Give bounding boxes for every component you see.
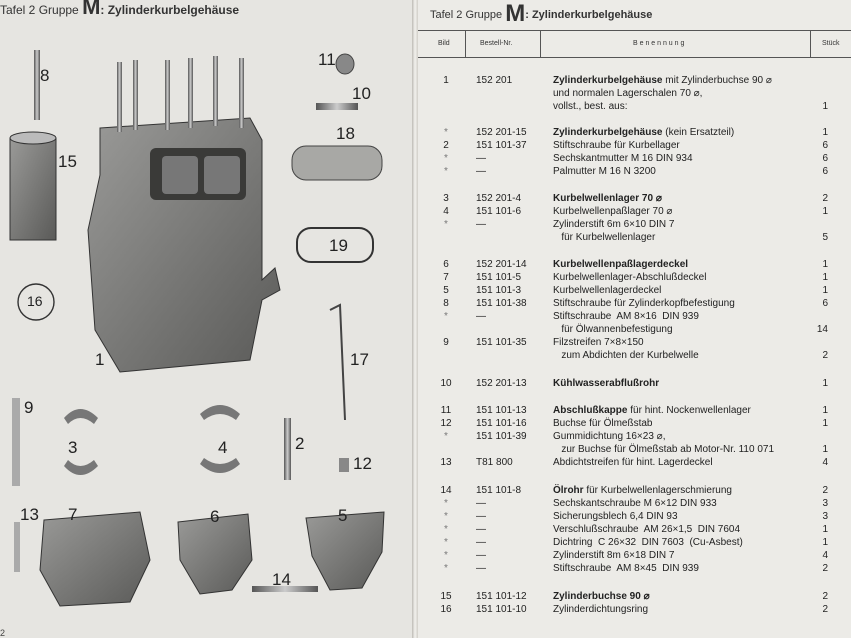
part-description: Kurbelwellenlagerdeckel: [553, 285, 662, 296]
table-row: [418, 511, 851, 524]
bild-cell: 16: [440, 604, 452, 615]
bild-cell: 9: [443, 337, 449, 348]
callout-13: 13: [20, 505, 39, 524]
stueck-cell: 3: [822, 511, 828, 522]
table-row: [418, 206, 851, 219]
benennung-cell: [553, 418, 652, 429]
bild-cell: *: [444, 537, 448, 548]
callout-4: 4: [218, 438, 228, 457]
bild-cell: *: [444, 127, 448, 138]
table-row: [418, 457, 851, 470]
benennung-cell: [553, 88, 702, 99]
bestell-nr-cell: 151 101-3: [476, 285, 522, 296]
bestell-nr-cell: —: [476, 537, 486, 548]
stueck-cell: 5: [822, 232, 828, 243]
part-title: Kurbelwellenlager 70 ⌀: [553, 193, 662, 204]
part-title: Kühlwasserabflußrohr: [553, 378, 660, 389]
part-description: und normalen Lagerschalen 70 ⌀,: [553, 88, 703, 99]
benennung-cell: [553, 311, 699, 322]
bestell-nr-cell: —: [476, 311, 486, 322]
stueck-cell: 3: [822, 498, 828, 509]
bestell-nr-cell: 151 101-39: [476, 431, 527, 442]
benennung-cell: [553, 591, 650, 602]
benennung-cell: [553, 431, 665, 442]
part-description: Sechskantmutter M 16 DIN 934: [553, 153, 693, 164]
callout-14: 14: [272, 570, 291, 589]
benennung-cell: [553, 298, 735, 309]
benennung-cell: [553, 75, 772, 86]
bestell-nr-cell: 152 201-13: [476, 378, 527, 389]
column-header-stueck: Stück: [822, 40, 840, 47]
bearing-cap-7-part: [40, 512, 150, 606]
callout-16: 16: [27, 293, 43, 309]
bestell-nr-cell: 152 201-4: [476, 193, 522, 204]
part-description: mit Zylinderbuchse 90 ⌀: [662, 75, 772, 86]
part-description: Stiftschraube für Kurbellager: [553, 140, 680, 151]
bestell-nr-cell: T81 800: [476, 457, 513, 468]
right-header-prefix: Tafel 2 Gruppe: [430, 9, 503, 21]
bestell-nr-cell: —: [476, 498, 486, 509]
bild-cell: 13: [440, 457, 452, 468]
part-description: Verschlußschraube AM 26×1,5 DIN 7604: [553, 524, 741, 535]
bild-cell: *: [444, 524, 448, 535]
stueck-cell: 2: [822, 193, 828, 204]
bestell-nr-cell: 151 101-12: [476, 591, 527, 602]
bestell-nr-cell: 151 101-13: [476, 405, 527, 416]
part-description: Dichtring C 26×32 DIN 7603 (Cu-Asbest): [553, 537, 743, 548]
bild-cell: 15: [440, 591, 452, 602]
stueck-cell: 1: [822, 101, 828, 112]
stueck-cell: 4: [822, 457, 828, 468]
table-row: [418, 259, 851, 272]
stueck-cell: 1: [822, 444, 828, 455]
part-description: Zylinderstift 8m 6×18 DIN 7: [553, 550, 675, 561]
table-row: [418, 550, 851, 563]
bild-cell: *: [444, 550, 448, 561]
gasket-plate-part: [292, 146, 382, 180]
benennung-cell: [553, 272, 706, 283]
benennung-cell: [553, 457, 713, 468]
stueck-cell: 1: [822, 418, 828, 429]
bestell-nr-cell: 152 201-15: [476, 127, 527, 138]
part-description: Sicherungsblech 6,4 DIN 93: [553, 511, 678, 522]
bild-cell: *: [444, 431, 448, 442]
table-header: [418, 30, 851, 58]
bushing-part: [339, 458, 349, 472]
bestell-nr-cell: —: [476, 153, 486, 164]
benennung-cell: [553, 604, 648, 615]
bild-cell: 2: [443, 140, 449, 151]
bild-cell: 11: [440, 405, 452, 416]
benennung-cell: [553, 337, 644, 348]
part-description: Buchse für Ölmeßstab: [553, 418, 653, 429]
stueck-cell: 2: [822, 485, 828, 496]
bestell-nr-cell: —: [476, 219, 486, 230]
callout-6: 6: [210, 507, 220, 526]
part-description: für hint. Nockenwellenlager: [627, 405, 751, 416]
stueck-cell: 1: [822, 524, 828, 535]
felt-strip-part: [12, 398, 20, 486]
right-page-parts-list: [418, 0, 851, 638]
bestell-nr-cell: —: [476, 524, 486, 535]
cylinder-liner-part: [10, 132, 56, 240]
bild-cell: 4: [443, 206, 449, 217]
bestell-nr-cell: 151 101-8: [476, 485, 522, 496]
bild-cell: *: [444, 498, 448, 509]
part-title: Zylinderkurbelgehäuse: [553, 75, 663, 86]
table-row: [418, 298, 851, 311]
right-header-letter: M: [505, 0, 526, 27]
bestell-nr-cell: 151 101-37: [476, 140, 527, 151]
stueck-cell: 6: [822, 153, 828, 164]
part-title: Ölrohr: [553, 485, 584, 496]
table-row: [418, 563, 851, 576]
part-description: zur Buchse für Ölmeßstab ab Motor-Nr. 110 071: [553, 444, 775, 455]
part-description: Sechskantschraube M 6×12 DIN 933: [553, 498, 717, 509]
bild-cell: *: [444, 563, 448, 574]
part-description: Stiftschraube AM 8×16 DIN 939: [553, 311, 699, 322]
table-row: [418, 232, 851, 245]
part-description: Zylinderstift 6m 6×10 DIN 7: [553, 219, 675, 230]
callout-3: 3: [68, 438, 78, 457]
stueck-cell: 1: [822, 378, 828, 389]
bild-cell: *: [444, 311, 448, 322]
callout-2: 2: [295, 434, 305, 453]
table-row: [418, 88, 851, 101]
bestell-nr-cell: 151 101-6: [476, 206, 522, 217]
benennung-cell: [553, 550, 674, 561]
bestell-nr-cell: 151 101-35: [476, 337, 527, 348]
table-row: [418, 324, 851, 337]
table-row: [418, 337, 851, 350]
part-title: Zylinderbuchse 90 ⌀: [553, 591, 650, 602]
benennung-cell: [553, 485, 732, 496]
table-row: [418, 140, 851, 153]
table-row: [418, 524, 851, 537]
benennung-cell: [553, 193, 662, 204]
part-description: Palmutter M 16 N 3200: [553, 166, 656, 177]
bild-cell: 6: [443, 259, 449, 270]
bestell-nr-cell: —: [476, 166, 486, 177]
left-header-title: : Zylinderkurbelgehäuse: [100, 3, 240, 17]
part-title: Zylinderkurbelgehäuse: [553, 127, 663, 138]
callout-15: 15: [58, 152, 77, 171]
stueck-cell: 1: [822, 405, 828, 416]
column-header-bestell-nr: Bestell-Nr.: [480, 40, 513, 47]
callout-5: 5: [338, 506, 348, 525]
stueck-cell: 2: [822, 591, 828, 602]
drain-tube-part: [316, 103, 358, 110]
table-row: [418, 350, 851, 363]
right-header-title: : Zylinderkurbelgehäuse: [525, 9, 653, 21]
table-row: [418, 604, 851, 617]
benennung-cell: [553, 259, 688, 270]
part-title: Kurbelwellenpaßlagerdeckel: [553, 259, 689, 270]
parts-drawing: [0, 0, 412, 638]
crankcase-part: [88, 56, 280, 372]
callout-18: 18: [336, 124, 355, 143]
benennung-cell: [553, 101, 627, 112]
part-description: Stiftschraube AM 8×45 DIN 939: [553, 563, 699, 574]
table-row: [418, 166, 851, 179]
bild-cell: *: [444, 219, 448, 230]
table-row: [418, 431, 851, 444]
part-description: für Ölwannenbefestigung: [553, 324, 673, 335]
table-row: [418, 127, 851, 140]
stueck-cell: 2: [822, 604, 828, 615]
callout-9: 9: [24, 398, 34, 417]
benennung-cell: [553, 511, 678, 522]
table-row: [418, 193, 851, 206]
table-row: [418, 418, 851, 431]
part-description: für Kurbelwellenlager: [553, 232, 656, 243]
callout-8: 8: [40, 66, 50, 85]
part-description: Stiftschraube für Zylinderkopfbefestigung: [553, 298, 735, 309]
part-title: Abschlußkappe: [553, 405, 628, 416]
right-page-header: [430, 0, 652, 28]
part-description: Zylinderdichtungsring: [553, 604, 649, 615]
bild-cell: 8: [443, 298, 449, 309]
bild-cell: 10: [440, 378, 452, 389]
stueck-cell: 2: [822, 563, 828, 574]
table-row: [418, 219, 851, 232]
part-description: vollst., best. aus:: [553, 101, 628, 112]
bestell-nr-cell: 152 201-14: [476, 259, 527, 270]
left-header-prefix: Tafel 2 Gruppe: [0, 3, 79, 17]
callout-10: 10: [352, 84, 371, 103]
stueck-cell: 1: [822, 272, 828, 283]
benennung-cell: [553, 537, 743, 548]
table-row: [418, 378, 851, 391]
benennung-cell: [553, 219, 674, 230]
part-description: Gummidichtung 16×23 ⌀,: [553, 431, 666, 442]
bestell-nr-cell: 151 101-10: [476, 604, 527, 615]
part-description: Kurbelwellenlager-Abschlußdeckel: [553, 272, 707, 283]
left-header-letter: M: [82, 0, 101, 19]
table-row: [418, 498, 851, 511]
stueck-cell: 1: [822, 285, 828, 296]
column-header-bild: Bild: [438, 40, 450, 47]
table-row: [418, 444, 851, 457]
table-row: [418, 311, 851, 324]
bestell-nr-cell: 151 101-16: [476, 418, 527, 429]
left-page-illustration: [0, 0, 412, 638]
column-header-benennung: B e n e n n u n g: [633, 40, 685, 47]
benennung-cell: [553, 206, 672, 217]
bild-cell: 7: [443, 272, 449, 283]
bild-cell: 14: [440, 485, 452, 496]
table-row: [418, 591, 851, 604]
table-row: [418, 537, 851, 550]
table-row: [418, 75, 851, 88]
benennung-cell: [553, 350, 699, 361]
stueck-cell: 1: [822, 206, 828, 217]
stueck-cell: 1: [822, 127, 828, 138]
callout-12: 12: [353, 454, 372, 473]
benennung-cell: [553, 378, 659, 389]
benennung-cell: [553, 563, 699, 574]
part-description: Filzstreifen 7×8×150: [553, 337, 644, 348]
bestell-nr-cell: —: [476, 511, 486, 522]
benennung-cell: [553, 498, 717, 509]
table-row: [418, 101, 851, 114]
callout-19: 19: [329, 236, 348, 255]
cap-part: [336, 54, 354, 74]
bestell-nr-cell: —: [476, 563, 486, 574]
bild-cell: 12: [440, 418, 452, 429]
bild-cell: *: [444, 511, 448, 522]
callout-1: 1: [95, 350, 105, 369]
benennung-cell: [553, 405, 751, 416]
part-description: Kurbelwellenpaßlager 70 ⌀: [553, 206, 673, 217]
left-page-number: 2: [0, 628, 6, 638]
part-description: Abdichtstreifen für hint. Lagerdeckel: [553, 457, 713, 468]
bild-cell: 3: [443, 193, 449, 204]
dipstick-part: [330, 305, 345, 420]
bild-cell: *: [444, 153, 448, 164]
benennung-cell: [553, 153, 693, 164]
stueck-cell: 6: [822, 140, 828, 151]
stud-2-part: [284, 418, 291, 480]
stueck-cell: 6: [822, 298, 828, 309]
benennung-cell: [553, 444, 774, 455]
stueck-cell: 1: [822, 537, 828, 548]
part-description: (kein Ersatzteil): [662, 127, 735, 138]
table-row: [418, 153, 851, 166]
bestell-nr-cell: —: [476, 550, 486, 561]
bild-cell: 5: [443, 285, 449, 296]
callout-11: 11: [318, 50, 336, 69]
bearing-shells-part: [64, 405, 240, 475]
stueck-cell: 1: [822, 259, 828, 270]
part-description: zum Abdichten der Kurbelwelle: [553, 350, 699, 361]
callout-17: 17: [350, 350, 369, 369]
bestell-nr-cell: 152 201: [476, 75, 513, 86]
benennung-cell: [553, 232, 655, 243]
bestell-nr-cell: 151 101-5: [476, 272, 522, 283]
bild-cell: 1: [443, 75, 449, 86]
table-row: [418, 285, 851, 298]
benennung-cell: [553, 524, 740, 535]
bestell-nr-cell: 151 101-38: [476, 298, 527, 309]
table-row: [418, 485, 851, 498]
stueck-cell: 14: [816, 324, 828, 335]
bild-cell: *: [444, 166, 448, 177]
table-row: [418, 272, 851, 285]
stueck-cell: 6: [822, 166, 828, 177]
benennung-cell: [553, 285, 661, 296]
part-description: für Kurbelwellenlagerschmierung: [583, 485, 732, 496]
callout-7: 7: [68, 505, 78, 524]
benennung-cell: [553, 324, 673, 335]
sealing-strip-part: [14, 522, 20, 572]
benennung-cell: [553, 140, 680, 151]
table-row: [418, 405, 851, 418]
stueck-cell: 2: [822, 350, 828, 361]
benennung-cell: [553, 127, 734, 138]
benennung-cell: [553, 166, 656, 177]
stueck-cell: 4: [822, 550, 828, 561]
